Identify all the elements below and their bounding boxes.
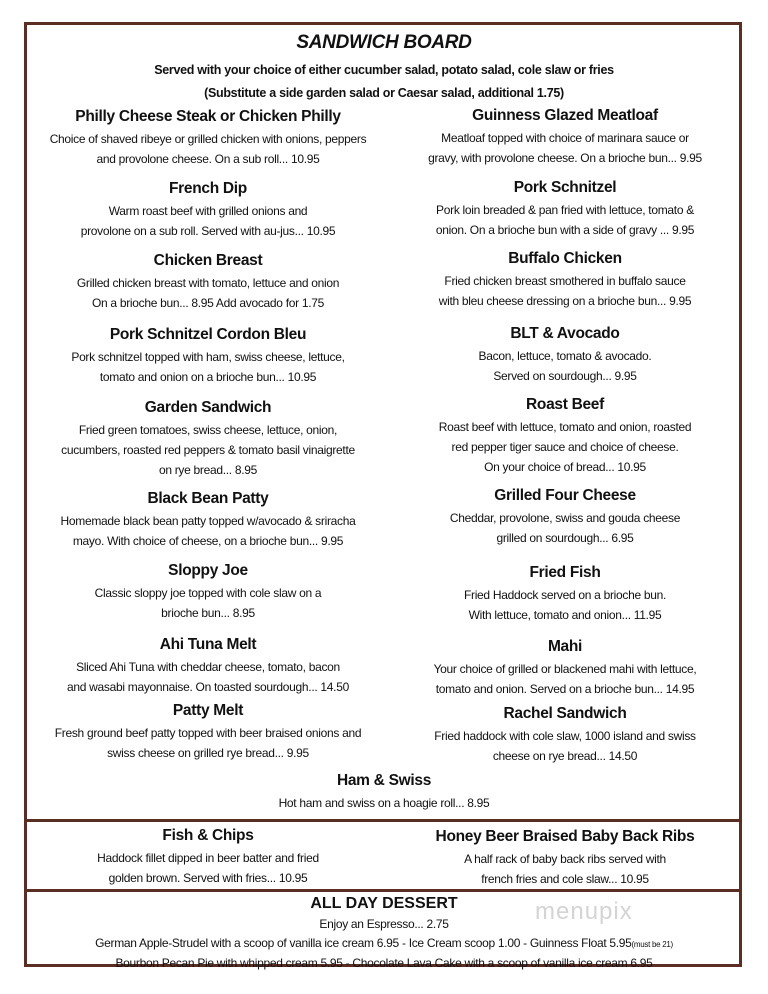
menu-item-description: With lettuce, tomato and onion... 11.95 bbox=[468, 608, 662, 622]
menu-item-name: Black Bean Patty bbox=[147, 490, 269, 507]
menu-item bbox=[380, 635, 750, 699]
dessert-section bbox=[0, 893, 768, 973]
dessert-line bbox=[0, 934, 768, 954]
menu-item-description: provolone on a sub roll. Served with au-jus... 10.95 bbox=[80, 224, 336, 238]
menu-item bbox=[380, 176, 750, 240]
menu-item-description: on rye bread... 8.95 bbox=[158, 463, 258, 477]
menu-item bbox=[23, 633, 393, 697]
menu-item-name: Pork Schnitzel bbox=[513, 179, 617, 196]
menu-item-name: Pork Schnitzel Cordon Bleu bbox=[109, 326, 307, 343]
subtitle: Served with your choice of either cucumber salad, potato salad, cole slaw or fries bbox=[154, 63, 614, 77]
menu-item-name: Grilled Four Cheese bbox=[494, 487, 636, 504]
menu-item-name: Patty Melt bbox=[172, 702, 244, 719]
menu-item-description: grilled on sourdough... 6.95 bbox=[496, 531, 634, 545]
menu-item-description: tomato and onion. Served on a brioche bun... 14.95 bbox=[435, 682, 695, 696]
menu-item-name: Guinness Glazed Meatloaf bbox=[472, 107, 658, 124]
menu-item-description: Haddock fillet dipped in beer batter and fried bbox=[97, 851, 319, 865]
menu-item-description: Sliced Ahi Tuna with cheddar cheese, tomato, bacon bbox=[76, 660, 340, 674]
page-title: SANDWICH BOARD bbox=[296, 32, 472, 53]
menu-item-description: On your choice of bread... 10.95 bbox=[484, 460, 646, 474]
menu-item-name: Fish & Chips bbox=[162, 827, 254, 844]
menu-item-description: Fried green tomatoes, swiss cheese, lettuce, onion, bbox=[78, 423, 338, 437]
menu-item bbox=[23, 396, 393, 480]
menu-item-name: Roast Beef bbox=[526, 396, 604, 413]
menu-item-description: cheese on rye bread... 14.50 bbox=[492, 749, 638, 763]
menu-item-description: Meatloaf topped with choice of marinara sauce or bbox=[441, 131, 689, 145]
menu-item-description: On a brioche bun... 8.95 Add avocado for 1.75 bbox=[91, 296, 324, 310]
menu-item-description: Your choice of grilled or blackened mahi with lettuce, bbox=[433, 662, 697, 676]
menu-item bbox=[380, 247, 750, 311]
menu-item-description: Bacon, lettuce, tomato & avocado. bbox=[478, 349, 652, 363]
subtitle-substitution: (Substitute a side garden salad or Caesar salad, additional 1.75) bbox=[204, 86, 564, 100]
menu-item-description: Served on sourdough... 9.95 bbox=[493, 369, 637, 383]
menu-item-name: Ham & Swiss bbox=[336, 772, 432, 789]
menu-item bbox=[380, 393, 750, 477]
menu-item bbox=[23, 249, 393, 313]
menu-item-name: Garden Sandwich bbox=[144, 399, 272, 416]
menu-item bbox=[380, 484, 750, 548]
menu-item-description: Pork loin breaded & pan fried with lettuce, tomato & bbox=[436, 203, 694, 217]
menu-item-name: French Dip bbox=[169, 180, 247, 197]
menu-item bbox=[380, 104, 750, 168]
menu-item-description: mayo. With choice of cheese, on a brioche bun... 9.95 bbox=[72, 534, 344, 548]
menu-item-description: Fried chicken breast smothered in buffalo sauce bbox=[444, 274, 686, 288]
age-note: (must be 21) bbox=[631, 940, 673, 949]
menu-item-description: Pork schnitzel topped with ham, swiss cheese, lettuce, bbox=[71, 350, 345, 364]
menu-item-name: Fried Fish bbox=[529, 564, 601, 581]
menu-item bbox=[23, 559, 393, 623]
dessert-line: Enjoy an Espresso... 2.75 bbox=[319, 917, 449, 931]
menu-item bbox=[380, 702, 750, 766]
dessert-title: ALL DAY DESSERT bbox=[310, 895, 458, 912]
menu-item bbox=[380, 561, 750, 625]
menu-item-description: and provolone cheese. On a sub roll... 10.95 bbox=[96, 152, 320, 166]
menu-item-description: red pepper tiger sauce and choice of cheese. bbox=[451, 440, 679, 454]
menu-item bbox=[23, 177, 393, 241]
menu-item-description: with bleu cheese dressing on a brioche bun... 9.95 bbox=[438, 294, 692, 308]
menu-item-name: Philly Cheese Steak or Chicken Philly bbox=[75, 108, 341, 125]
menu-item-description: brioche bun... 8.95 bbox=[161, 606, 255, 620]
menu-item-name: BLT & Avocado bbox=[510, 325, 620, 342]
menu-item-description: golden brown. Served with fries... 10.95 bbox=[108, 871, 308, 885]
menu-item-description: A half rack of baby back ribs served with bbox=[464, 852, 666, 866]
menu-item-description: gravy, with provolone cheese. On a brioche bun... 9.95 bbox=[428, 151, 702, 165]
divider bbox=[24, 819, 742, 822]
menu-item-description: cucumbers, roasted red peppers & tomato basil vinaigrette bbox=[61, 443, 355, 457]
menu-item-description: onion. On a brioche bun with a side of gravy ... 9.95 bbox=[435, 223, 695, 237]
menu-item-description: Warm roast beef with grilled onions and bbox=[108, 204, 308, 218]
dessert-line: Bourbon Pecan Pie with whipped cream 5.95 - Chocolate Lava Cake with a scoop of vanilla ice cream 6.95 bbox=[115, 956, 653, 970]
menu-item-description: Grilled chicken breast with tomato, lettuce and onion bbox=[76, 276, 340, 290]
menu-item bbox=[23, 105, 393, 169]
menu-item-description: Hot ham and swiss on a hoagie roll... 8.95 bbox=[278, 796, 490, 810]
menu-item-description: Choice of shaved ribeye or grilled chicken with onions, peppers bbox=[49, 132, 367, 146]
menu-item-description: Classic sloppy joe topped with cole slaw on a bbox=[94, 586, 322, 600]
menu-item-description: Fried haddock with cole slaw, 1000 island and swiss bbox=[434, 729, 696, 743]
menu-item-name: Buffalo Chicken bbox=[508, 250, 622, 267]
menu-item-description: swiss cheese on grilled rye bread... 9.95 bbox=[107, 746, 309, 760]
menu-item-description: Fried Haddock served on a brioche bun. bbox=[463, 588, 667, 602]
menu-item-description: french fries and cole slaw... 10.95 bbox=[481, 872, 649, 886]
dessert-line-text: German Apple-Strudel with a scoop of vanilla ice cream 6.95 - Ice Cream scoop 1.00 - Guinness Float 5.95 bbox=[95, 936, 632, 950]
menu-item bbox=[380, 322, 750, 386]
menu-item-name: Rachel Sandwich bbox=[503, 705, 627, 722]
menu-item bbox=[380, 825, 750, 889]
menu-item-name: Sloppy Joe bbox=[168, 562, 248, 579]
menu-item-description: Roast beef with lettuce, tomato and onion, roasted bbox=[438, 420, 692, 434]
menu-item-name: Chicken Breast bbox=[153, 252, 263, 269]
divider bbox=[24, 889, 742, 892]
menu-item-name: Honey Beer Braised Baby Back Ribs bbox=[435, 828, 695, 845]
watermark-logo: menupix bbox=[535, 898, 633, 925]
menu-item bbox=[23, 699, 393, 763]
menu-item-description: Fresh ground beef patty topped with beer braised onions and bbox=[54, 726, 362, 740]
menu-item-name: Mahi bbox=[547, 638, 583, 655]
menu-item bbox=[23, 487, 393, 551]
menu-item-description: and wasabi mayonnaise. On toasted sourdough... 14.50 bbox=[67, 680, 349, 694]
menu-item-description: Homemade black bean patty topped w/avocado & sriracha bbox=[60, 514, 356, 528]
menu-item-description: Cheddar, provolone, swiss and gouda cheese bbox=[449, 511, 681, 525]
menu-item-name: Ahi Tuna Melt bbox=[159, 636, 257, 653]
menu-item bbox=[199, 769, 569, 813]
menu-item-description: tomato and onion on a brioche bun... 10.95 bbox=[99, 370, 317, 384]
menu-item bbox=[23, 824, 393, 888]
menu-item bbox=[23, 323, 393, 387]
